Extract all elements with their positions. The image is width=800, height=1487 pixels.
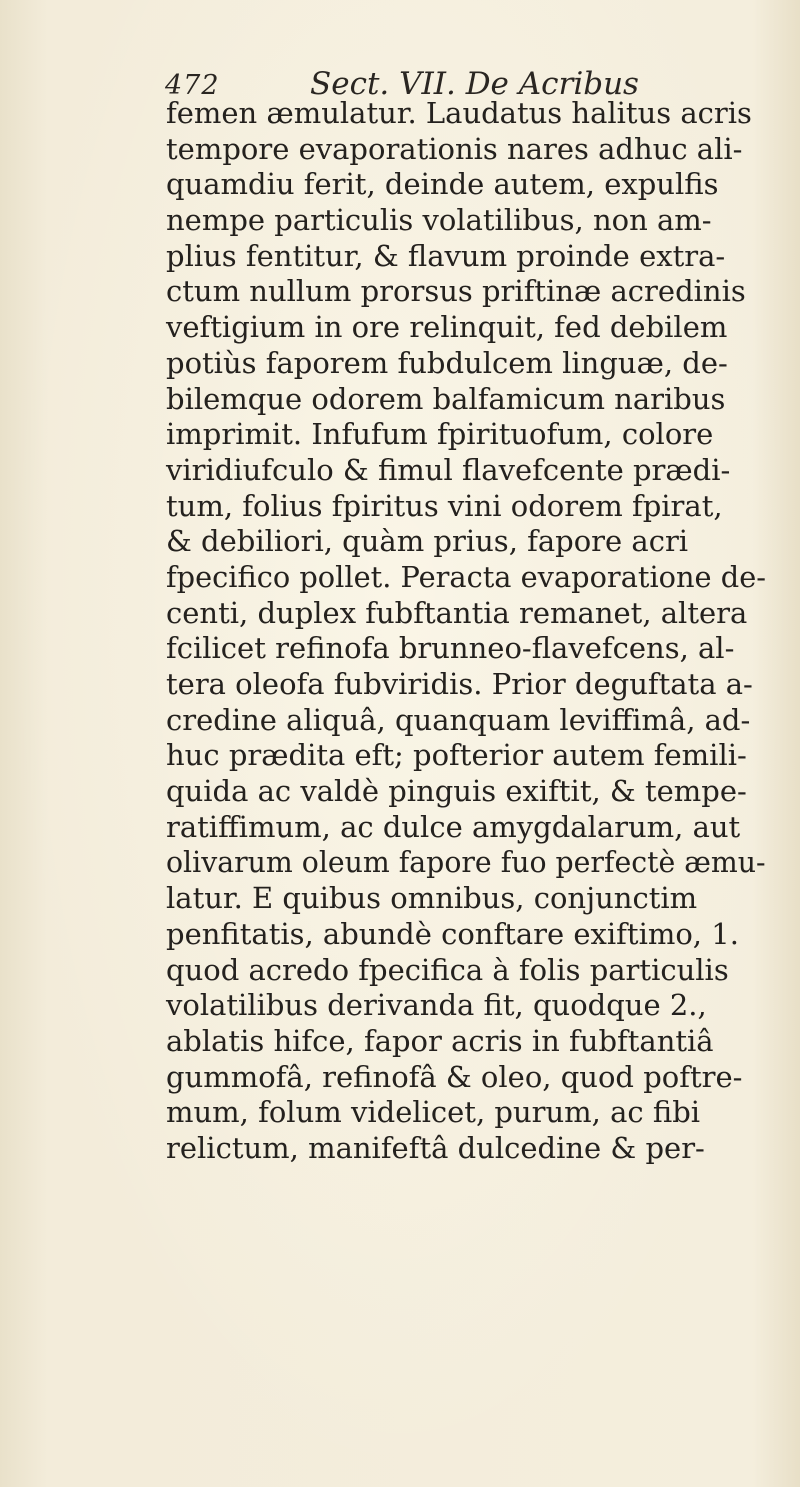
body-text — [166, 96, 766, 1167]
text-line: ctum nullum prorsus priftinæ acredinis — [166, 274, 746, 309]
text-line: credine aliquâ, quanquam leviffimâ, ad- — [166, 702, 751, 737]
text-line: veftigium in ore relinquit, fed debilem — [166, 310, 728, 345]
text-line: femen æmulatur. Laudatus halitus acris — [166, 96, 752, 130]
text-line: latur. E quibus omnibus, conjunctim — [166, 881, 698, 916]
text-line: penfitatis, abundè conftare exiftimo, 1. — [166, 916, 739, 951]
text-line: mum, folum videlicet, purum, ac fibi — [166, 1095, 701, 1130]
text-line: imprimit. Infufum fpirituofum, colore — [166, 417, 714, 452]
text-line: volatilibus derivanda fit, quodque 2., — [166, 988, 707, 1023]
text-line: viridiufculo & fimul flavefcente prædi- — [166, 452, 731, 487]
text-line: & debiliori, quàm prius, fapore acri — [166, 524, 689, 559]
text-line: plius fentitur, & flavum proinde extra- — [166, 238, 726, 273]
text-line: tempore evaporationis nares adhuc ali- — [166, 131, 743, 166]
text-line: fcilicet refinofa brunneo-flavefcens, al- — [166, 631, 735, 666]
text-line: ratiffimum, ac dulce amygdalarum, aut — [166, 809, 741, 844]
text-line: quamdiu ferit, deinde autem, expulfis — [166, 167, 719, 202]
text-line: olivarum oleum fapore fuo perfectè æmu- — [166, 845, 766, 880]
text-line: huc prædita eft; pofterior autem femili- — [166, 738, 747, 773]
text-line: gummofâ, refinofâ & oleo, quod poftre- — [166, 1059, 743, 1094]
text-line: bilemque odorem balfamicum naribus — [166, 381, 726, 416]
text-line: tum, folius fpiritus vini odorem fpirat, — [166, 488, 723, 523]
text-line: centi, duplex fubftantia remanet, altera — [166, 595, 748, 630]
text-line: tera oleofa fubviridis. Prior deguftata a- — [166, 667, 753, 701]
text-line: potiùs faporem fubdulcem linguæ, de- — [166, 345, 728, 380]
text-line: relictum, manifeftâ dulcedine & per- — [166, 1130, 705, 1165]
text-line: quod acredo fpecifica à folis particulis — [166, 952, 729, 987]
text-line: quida ac valdè pinguis exiftit, & tempe- — [166, 774, 747, 809]
running-head: Sect. VII. De Acribus — [310, 66, 639, 102]
text-line: fpecifico pollet. Peracta evaporatione de- — [166, 559, 766, 594]
page-number: 472 — [165, 70, 220, 101]
text-line: ablatis hifce, fapor acris in fubftantiâ — [166, 1023, 714, 1058]
text-line: nempe particulis volatilibus, non am- — [166, 203, 712, 238]
